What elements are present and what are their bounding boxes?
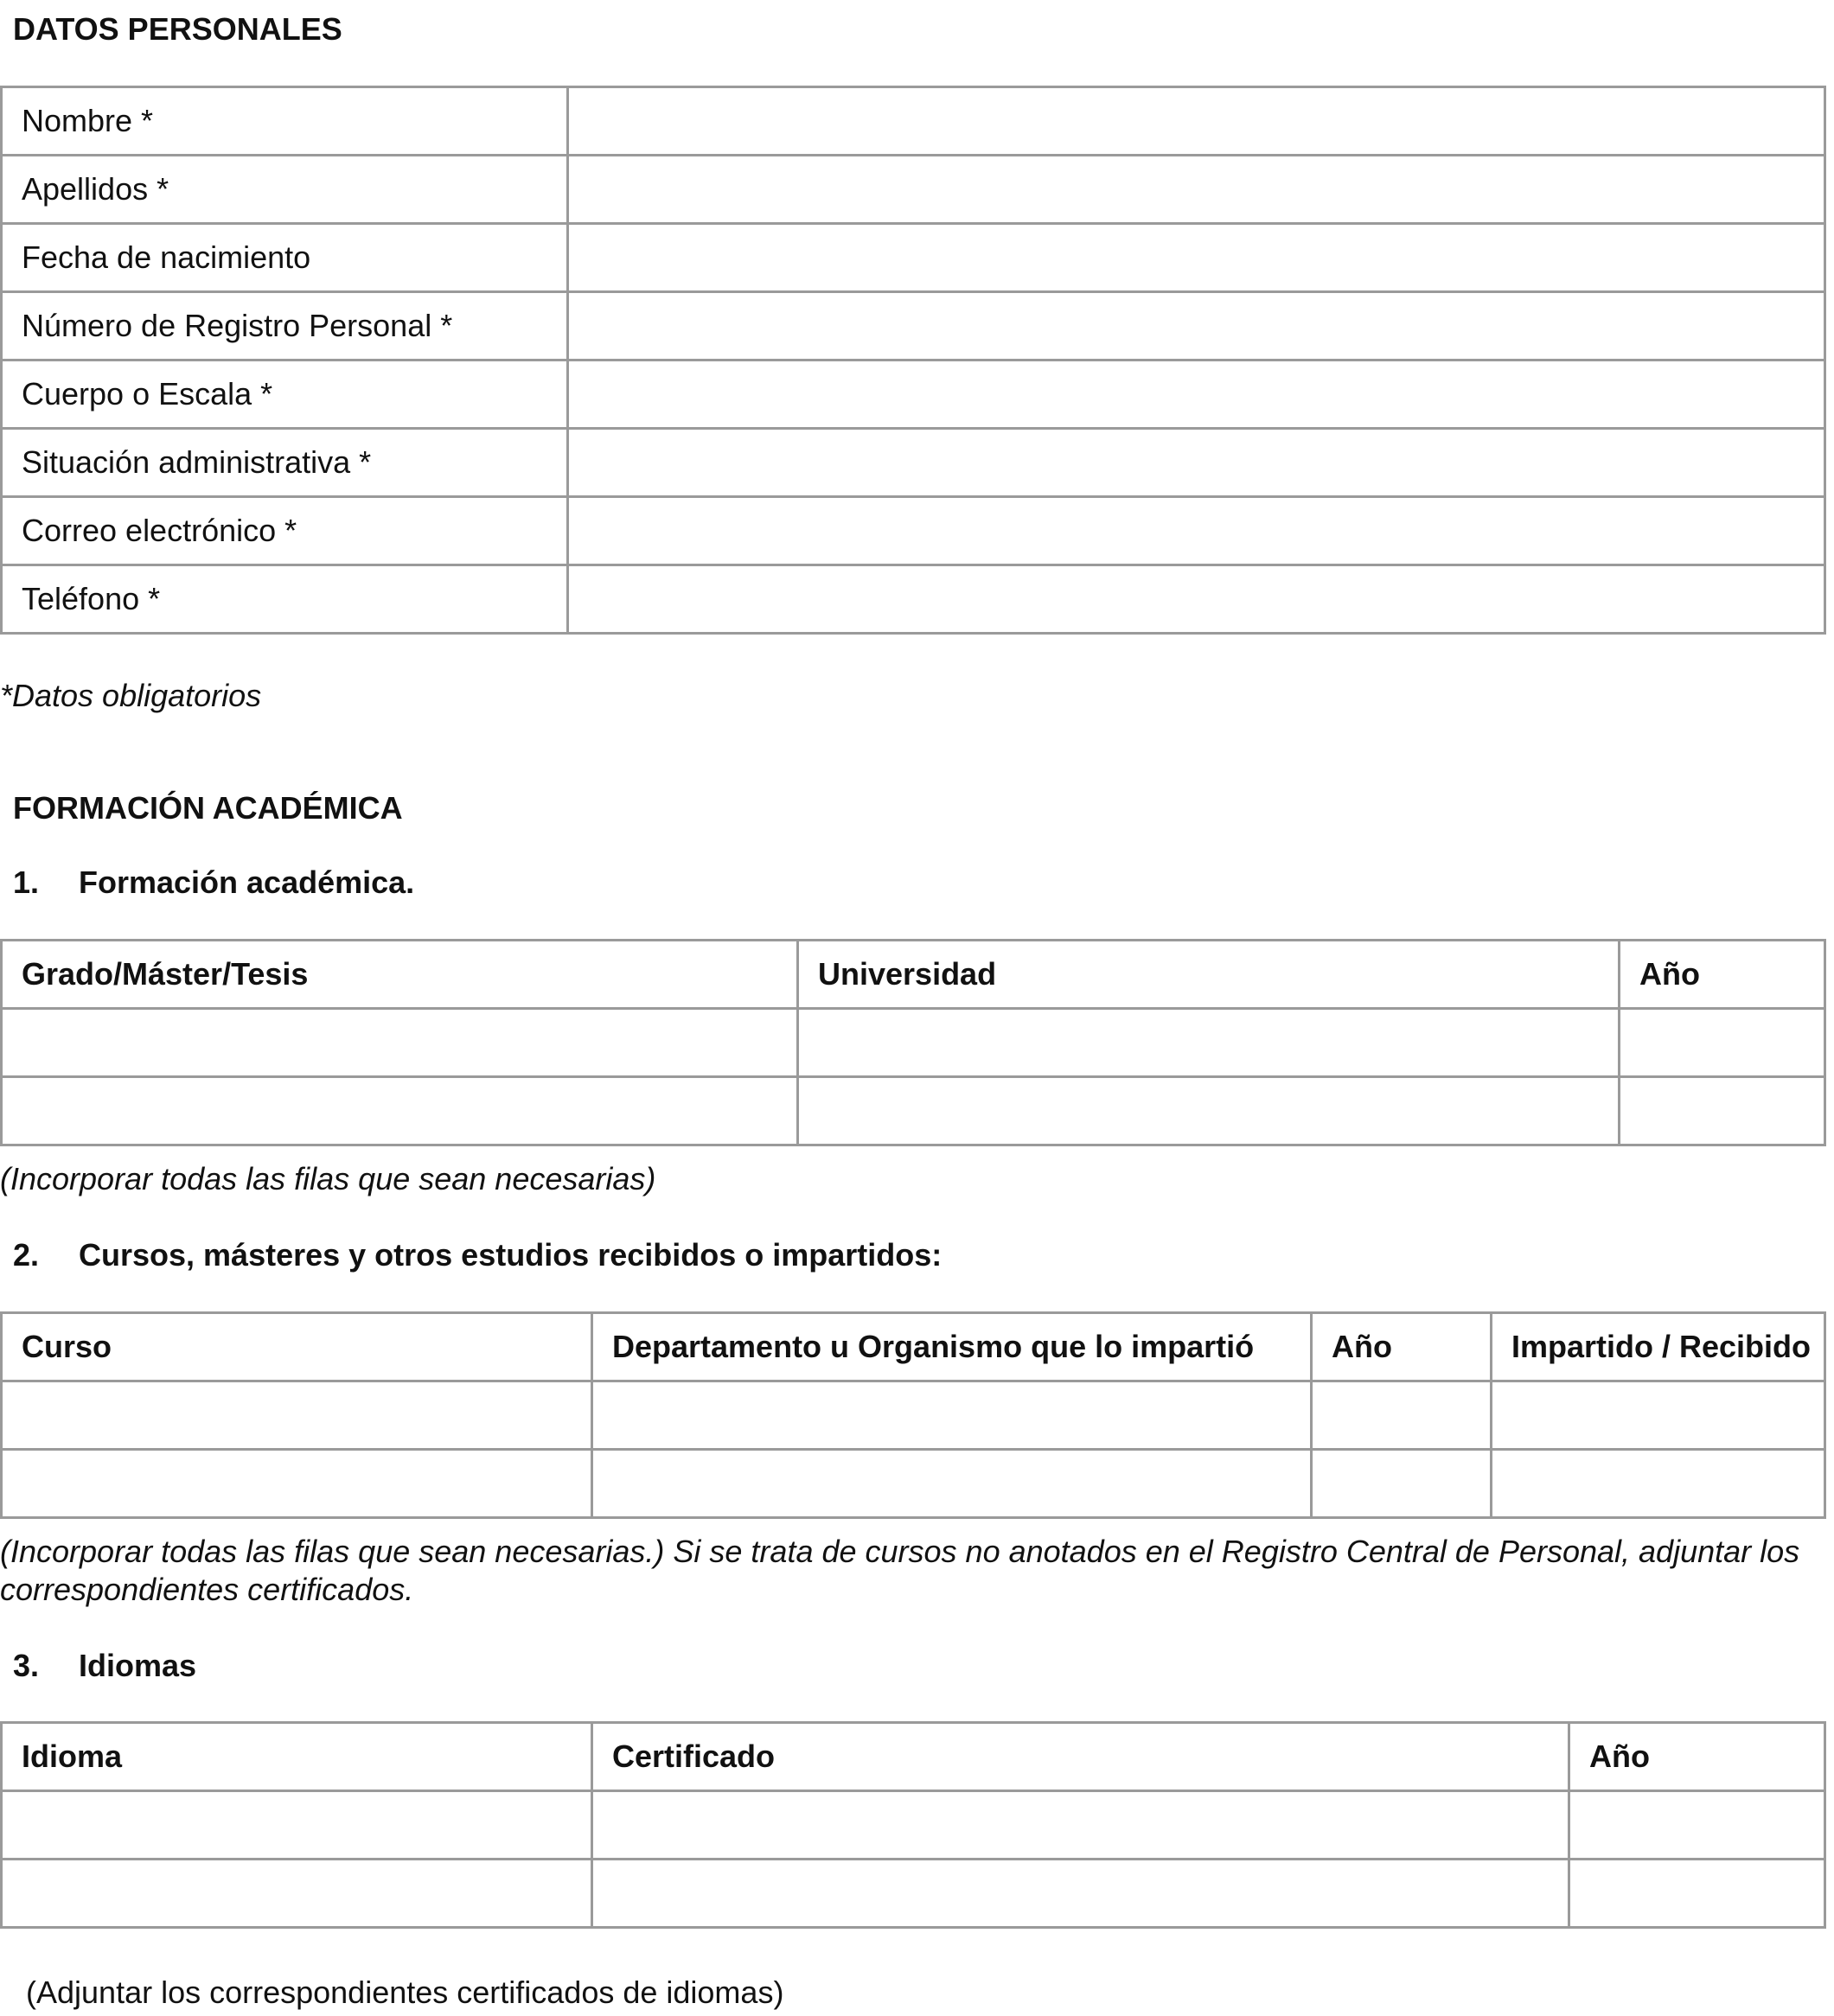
subsection-title: Idiomas	[79, 1648, 197, 1683]
column-header-idioma: Idioma	[2, 1723, 592, 1791]
field-value-telefono[interactable]	[568, 565, 1825, 634]
table-cell[interactable]	[1569, 1860, 1825, 1928]
table-row	[2, 360, 1825, 429]
field-label-telefono: Teléfono *	[2, 565, 568, 634]
field-label-fecha-nacimiento: Fecha de nacimiento	[2, 224, 568, 292]
formacion-table	[0, 939, 1826, 1146]
column-header-curso: Curso	[2, 1313, 592, 1381]
field-value-situacion-administrativa[interactable]	[568, 429, 1825, 497]
table-row	[2, 1791, 1825, 1860]
field-value-registro-personal[interactable]	[568, 292, 1825, 360]
field-label-situacion-administrativa: Situación administrativa *	[2, 429, 568, 497]
column-header-impartido-recibido: Impartido / Recibido	[1492, 1313, 1825, 1381]
table-cell[interactable]	[2, 1450, 592, 1518]
idiomas-note: (Adjuntar los correspondientes certificados de idiomas)	[26, 1975, 784, 2010]
table-header-row	[2, 1313, 1825, 1381]
subsection-heading-formacion	[13, 865, 414, 900]
column-header-ano: Año	[1569, 1723, 1825, 1791]
table-cell[interactable]	[1620, 1077, 1825, 1145]
subsection-number: 1.	[13, 864, 40, 900]
table-cell[interactable]	[1569, 1791, 1825, 1860]
personal-section-title: DATOS PERSONALES	[13, 11, 342, 47]
field-value-cuerpo-escala[interactable]	[568, 360, 1825, 429]
column-header-departamento: Departamento u Organismo que lo impartió	[592, 1313, 1312, 1381]
table-cell[interactable]	[2, 1860, 592, 1928]
table-cell[interactable]	[798, 1077, 1620, 1145]
table-cell[interactable]	[2, 1791, 592, 1860]
table-cell[interactable]	[1312, 1450, 1492, 1518]
table-row	[2, 429, 1825, 497]
field-value-fecha-nacimiento[interactable]	[568, 224, 1825, 292]
table-row	[2, 1077, 1825, 1145]
column-header-grado: Grado/Máster/Tesis	[2, 941, 798, 1009]
column-header-universidad: Universidad	[798, 941, 1620, 1009]
table-row	[2, 1009, 1825, 1077]
academic-section-title: FORMACIÓN ACADÉMICA	[13, 790, 403, 826]
table-row	[2, 224, 1825, 292]
subsection-number: 3.	[13, 1648, 40, 1683]
table-cell[interactable]	[1620, 1009, 1825, 1077]
field-label-apellidos: Apellidos *	[2, 156, 568, 224]
column-header-ano: Año	[1312, 1313, 1492, 1381]
subsection-title: Cursos, másteres y otros estudios recibidos o impartidos:	[79, 1237, 943, 1273]
table-row	[2, 87, 1825, 156]
table-cell[interactable]	[1312, 1381, 1492, 1450]
field-value-nombre[interactable]	[568, 87, 1825, 156]
table-cell[interactable]	[2, 1381, 592, 1450]
table-row	[2, 1860, 1825, 1928]
field-label-cuerpo-escala: Cuerpo o Escala *	[2, 360, 568, 429]
table-row	[2, 1381, 1825, 1450]
table-cell[interactable]	[592, 1860, 1569, 1928]
table-header-row	[2, 941, 1825, 1009]
field-label-nombre: Nombre *	[2, 87, 568, 156]
table-row	[2, 497, 1825, 565]
mandatory-note: *Datos obligatorios	[0, 678, 262, 713]
table-cell[interactable]	[592, 1381, 1312, 1450]
subsection-title: Formación académica.	[79, 864, 415, 900]
table-cell[interactable]	[1492, 1381, 1825, 1450]
table-header-row	[2, 1723, 1825, 1791]
table-cell[interactable]	[1492, 1450, 1825, 1518]
subsection-heading-cursos	[13, 1238, 942, 1273]
column-header-ano: Año	[1620, 941, 1825, 1009]
subsection-number: 2.	[13, 1237, 40, 1273]
table-row	[2, 292, 1825, 360]
table-cell[interactable]	[2, 1077, 798, 1145]
cursos-table	[0, 1311, 1826, 1519]
table-cell[interactable]	[2, 1009, 798, 1077]
table-row	[2, 156, 1825, 224]
table-cell[interactable]	[798, 1009, 1620, 1077]
field-value-correo[interactable]	[568, 497, 1825, 565]
subsection-heading-idiomas	[13, 1649, 196, 1683]
column-header-certificado: Certificado	[592, 1723, 1569, 1791]
idiomas-table	[0, 1721, 1826, 1929]
field-label-correo: Correo electrónico *	[2, 497, 568, 565]
field-value-apellidos[interactable]	[568, 156, 1825, 224]
cursos-note: (Incorporar todas las filas que sean necesarias.) Si se trata de cursos no anotados en el Registro Central de Personal, adjuntar los correspondientes certificados.	[0, 1534, 1800, 1607]
table-cell[interactable]	[592, 1791, 1569, 1860]
table-row	[2, 565, 1825, 634]
table-row	[2, 1450, 1825, 1518]
personal-data-table	[0, 86, 1826, 635]
table-cell[interactable]	[592, 1450, 1312, 1518]
field-label-registro-personal: Número de Registro Personal *	[2, 292, 568, 360]
formacion-note: (Incorporar todas las filas que sean necesarias)	[0, 1161, 656, 1196]
